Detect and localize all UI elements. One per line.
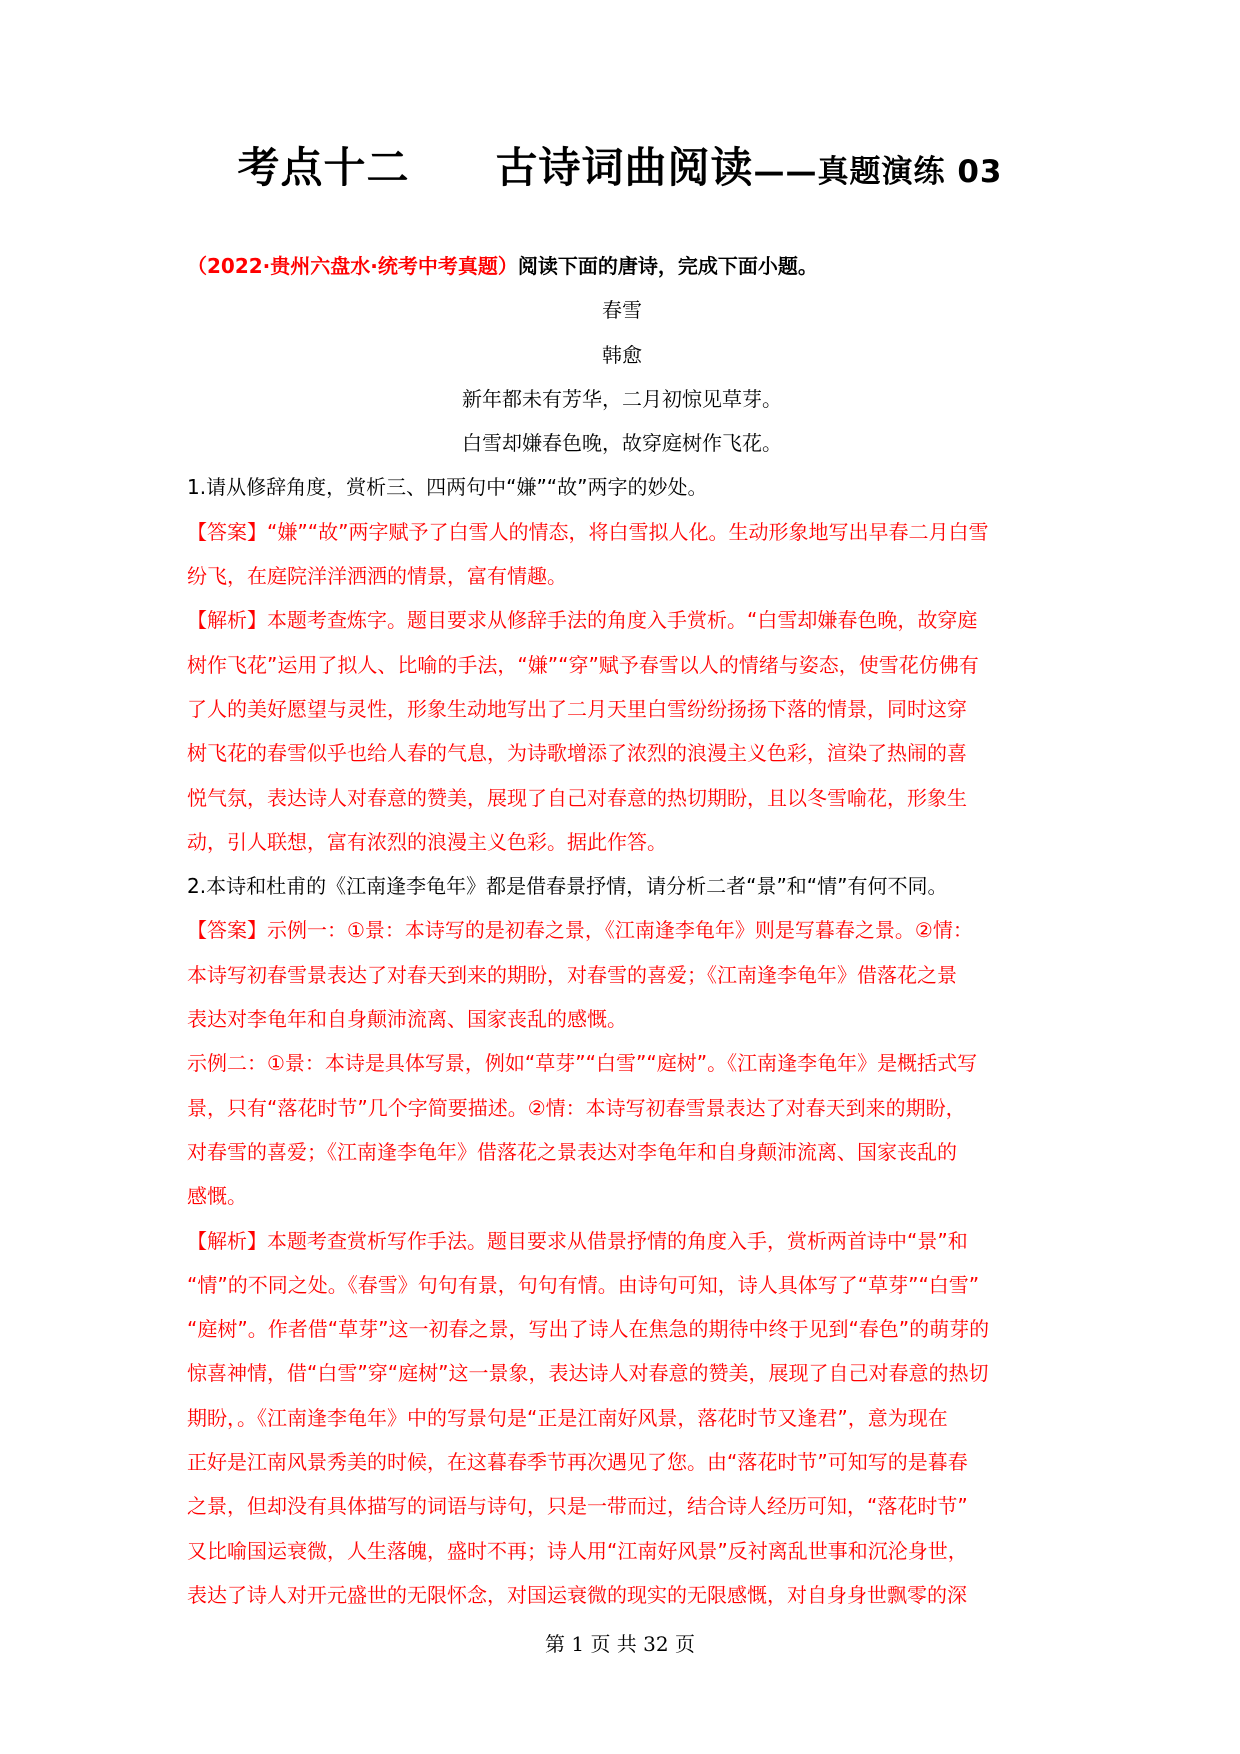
poem-author: 韩愈 [602, 342, 642, 367]
instruction-text: 阅读下面的唐诗，完成下面小题。 [517, 254, 818, 278]
q2-answer-line: 景，只有“落花时节”几个字简要描述。②情：本诗写初春雪景表达了对春天到来的期盼， [187, 1095, 966, 1120]
q2-answer-line: 【答案】示例一：①景：本诗写的是初春之景，《江南逢李龟年》则是写暮春之景。②情： [187, 918, 973, 943]
q2-answer-line: 表达对李龟年和自身颠沛流离、国家丧乱的感慨。 [187, 1007, 627, 1032]
title-sub: ——真题演练 03 [753, 154, 1003, 190]
q2-answer-line: 示例二：①景：本诗是具体写景，例如“草芽”“白雪”“庭树”。《江南逢李龟年》是概括式写 [187, 1051, 978, 1076]
q2-analysis-line: “庭树”。作者借“草芽”这一初春之景，写出了诗人在焦急的期待中终于见到“春色”的萌芽的 [187, 1317, 990, 1342]
question-2: 2.本诗和杜甫的《江南逢李龟年》都是借春景抒情，请分析二者“景”和“情”有何不同。 [187, 874, 948, 899]
q1-answer-line: 【答案】“嫌”“故”两字赋予了白雪人的情态，将白雪拟人化。生动形象地写出早春二月白雪 [187, 519, 989, 544]
q2-analysis-line: 之景，但却没有具体描写的词语与诗句，只是一带而过，结合诗人经历可知，“落花时节” [187, 1494, 968, 1519]
poem-line: 新年都未有芳华，二月初惊见草芽。 [462, 386, 782, 411]
document-body [187, 244, 1057, 1617]
q2-answer-line: 本诗写初春雪景表达了对春天到来的期盼，对春雪的喜爱；《江南逢李龟年》借落花之景 [187, 962, 957, 987]
question-1: 1.请从修辞角度，赏析三、四两句中“嫌”“故”两字的妙处。 [187, 475, 708, 500]
poem-line: 白雪却嫌春色晚，故穿庭树作飞花。 [462, 431, 782, 456]
q1-analysis-line: 悦气氛，表达诗人对春意的赞美，展现了自己对春意的热切期盼，且以冬雪喻花，形象生 [187, 785, 967, 810]
q2-answer-line: 感慨。 [187, 1184, 247, 1209]
page-footer: 第 1 页 共 32 页 [545, 1632, 695, 1656]
q2-analysis-line: 期盼，。《江南逢李龟年》中的写景句是“正是江南好风景，落花时节又逢君”，意为现在 [187, 1405, 948, 1430]
q1-analysis-line: 动，引人联想，富有浓烈的浪漫主义色彩。据此作答。 [187, 829, 667, 854]
q2-analysis-line: 又比喻国运衰微，人生落魄，盛时不再；诗人用“江南好风景”反衬离乱世事和沉沦身世， [187, 1538, 968, 1563]
intro-line [187, 244, 1057, 288]
source-citation: （2022·贵州六盘水·统考中考真题） [187, 254, 518, 278]
q1-analysis-line: 树飞花的春雪似乎也给人春的气息，为诗歌增添了浓烈的浪漫主义色彩，渲染了热闹的喜 [187, 741, 967, 766]
title-main: 考点十二 古诗词曲阅读 [237, 143, 754, 192]
q2-analysis-line: 表达了诗人对开元盛世的无限怀念，对国运衰微的现实的无限感慨，对自身身世飘零的深 [187, 1582, 967, 1607]
q2-answer-line: 对春雪的喜爱；《江南逢李龟年》借落花之景表达对李龟年和自身颠沛流离、国家丧乱的 [187, 1139, 957, 1164]
q2-analysis-line: 【解析】本题考查赏析写作手法。题目要求从借景抒情的角度入手，赏析两首诗中“景”和 [187, 1228, 968, 1253]
q2-analysis-line: 惊喜神情，借“白雪”穿“庭树”这一景象，表达诗人对春意的赞美，展现了自己对春意的热切 [187, 1361, 989, 1386]
page-title [0, 140, 1240, 200]
q1-analysis-line: 树作飞花”运用了拟人、比喻的手法，“嫌”“穿”赋予春雪以人的情绪与姿态，使雪花仿佛有 [187, 652, 979, 677]
q2-analysis-line: “情”的不同之处。《春雪》句句有景，句句有情。由诗句可知，诗人具体写了“草芽”“白雪” [187, 1272, 980, 1297]
q1-answer-line: 纷飞，在庭院洋洋洒洒的情景，富有情趣。 [187, 564, 567, 589]
q2-analysis-line: 正好是江南风景秀美的时候，在这暮春季节再次遇见了您。由“落花时节”可知写的是暮春 [187, 1450, 968, 1475]
poem-title: 春雪 [602, 298, 642, 323]
q1-analysis-line: 了人的美好愿望与灵性，形象生动地写出了二月天里白雪纷纷扬扬下落的情景，同时这穿 [187, 696, 967, 721]
q1-analysis-line: 【解析】本题考查炼字。题目要求从修辞手法的角度入手赏析。“白雪却嫌春色晚，故穿庭 [187, 608, 978, 633]
